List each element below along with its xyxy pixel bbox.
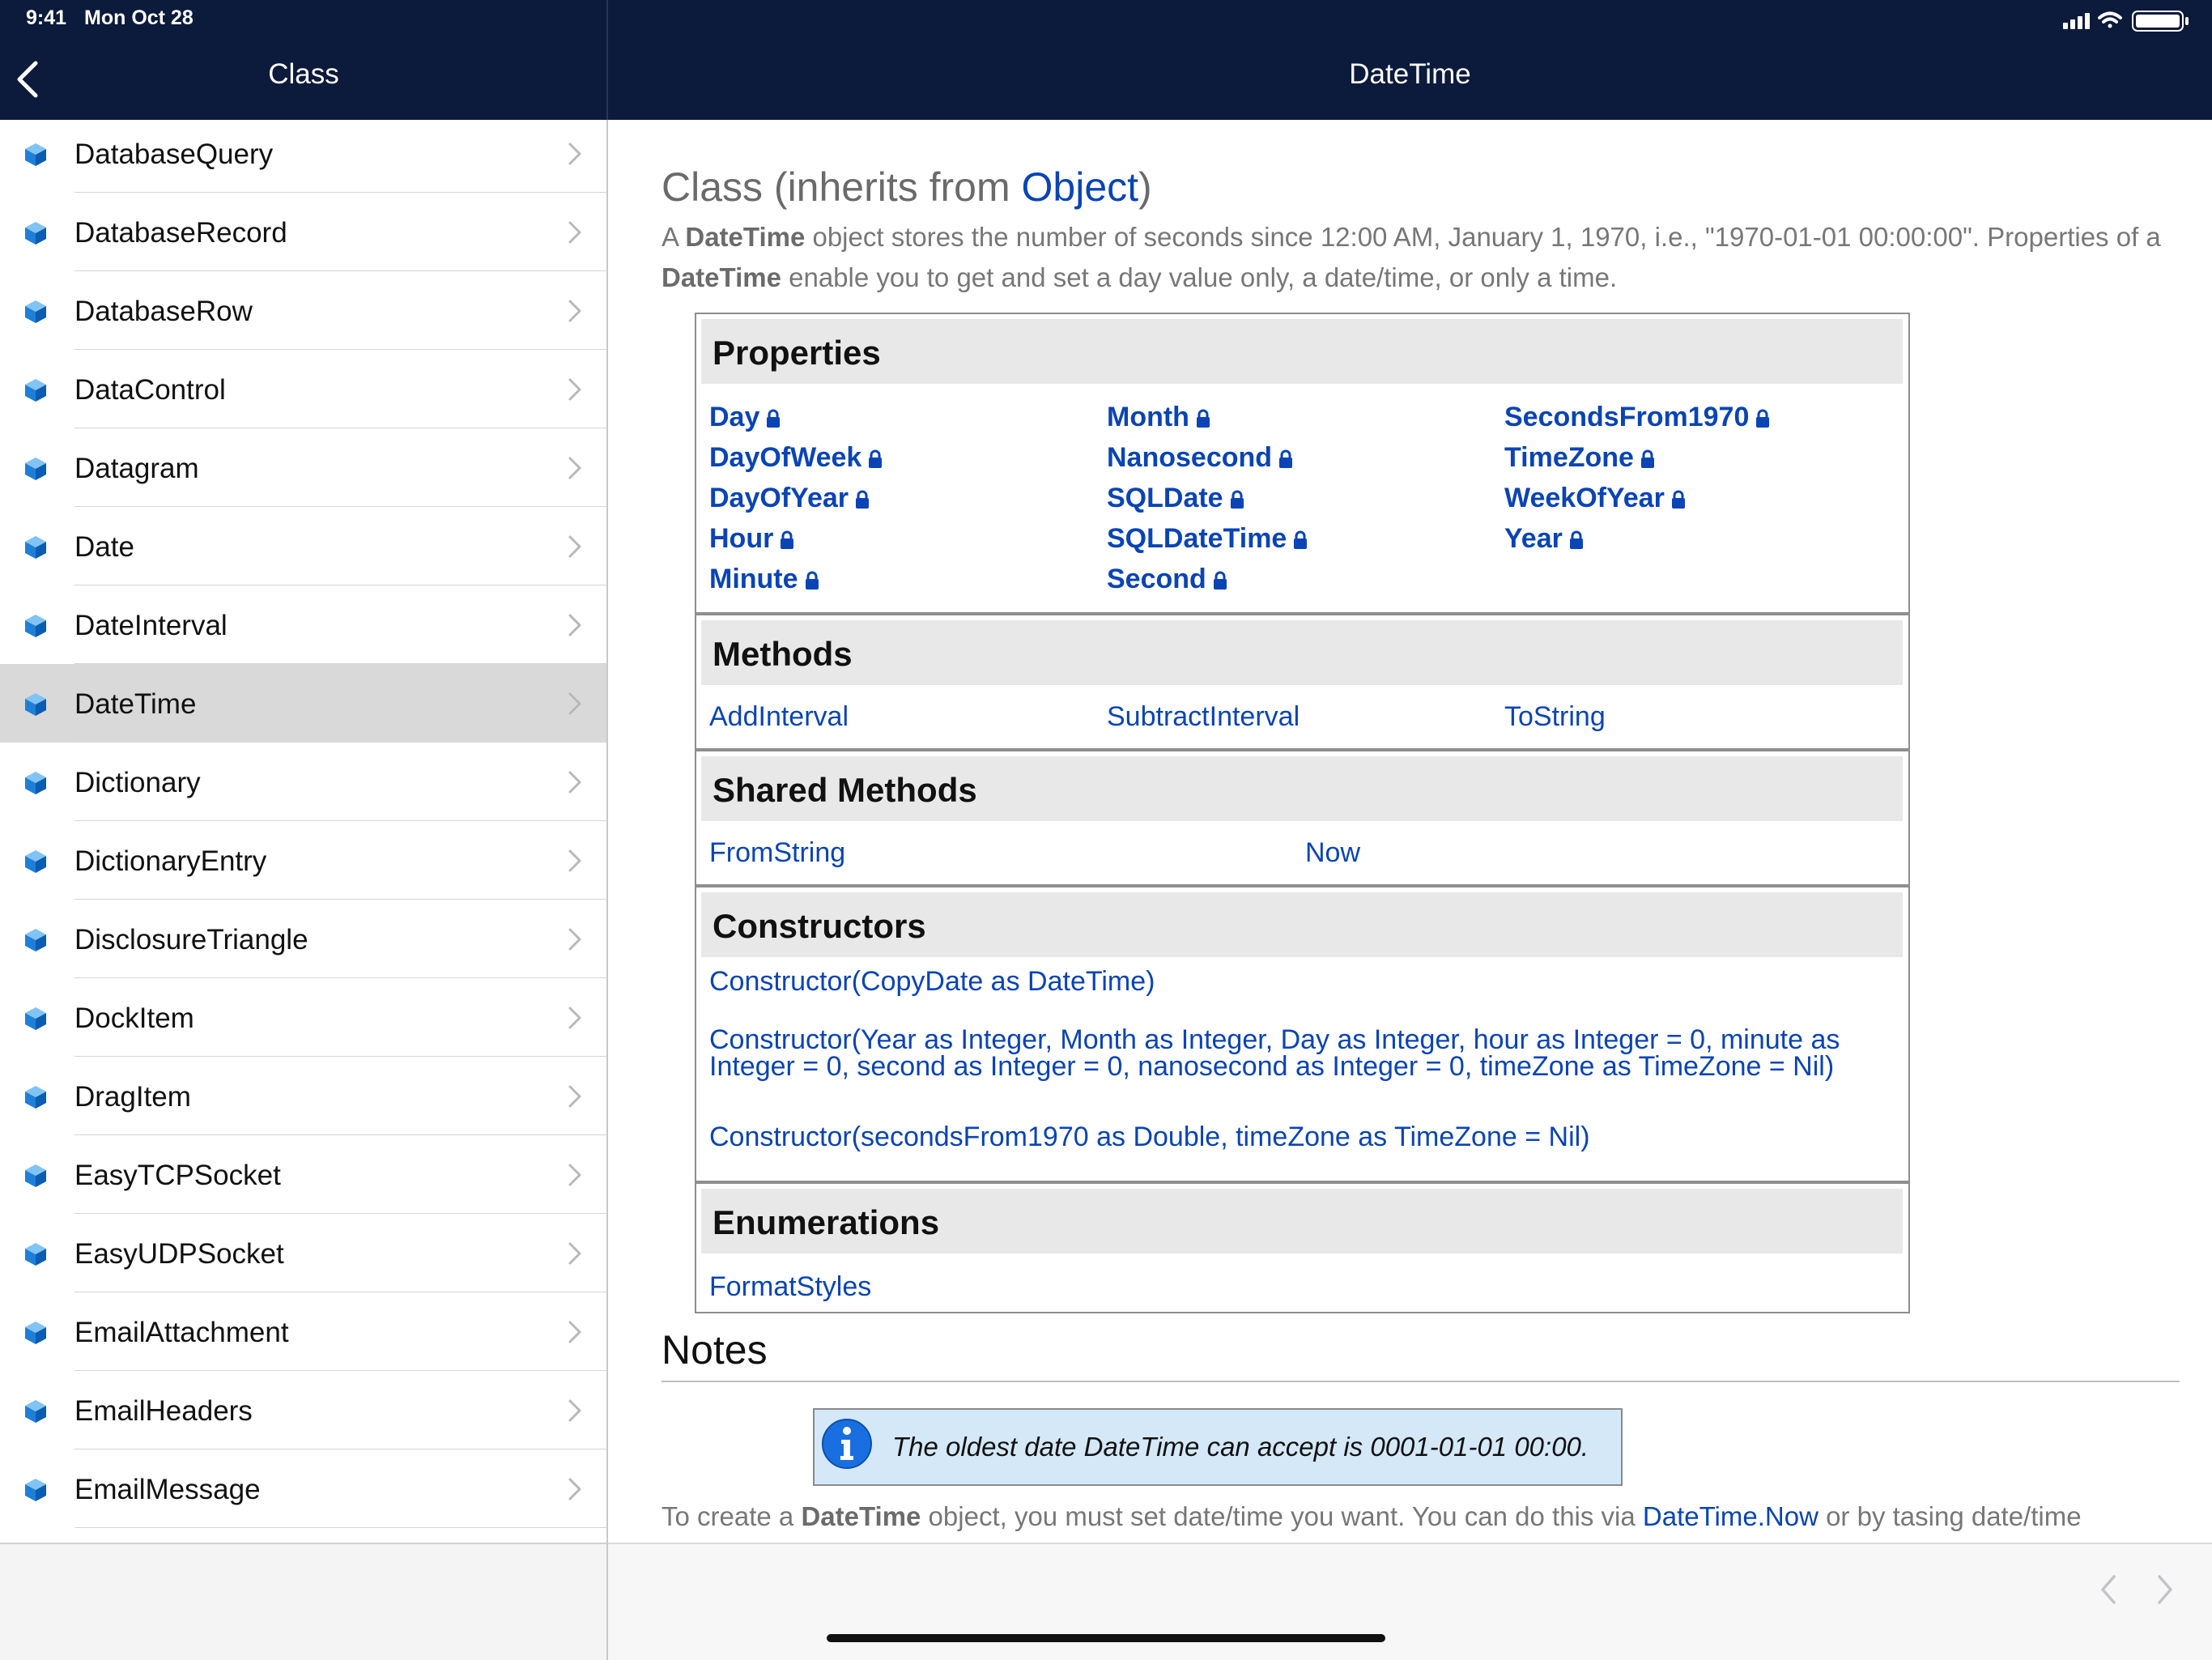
sidebar-item-label: DateTime: [74, 688, 197, 720]
intro-text: object stores the number of seconds since 12:00 AM, January 1, 1970, i.e., "1970-01-01 00:00:00". Properties of a: [805, 222, 2161, 252]
body-paragraph: [661, 1501, 2200, 1532]
sidebar-item[interactable]: [0, 821, 606, 900]
cube-icon: [23, 1241, 49, 1267]
chevron-right-icon: [568, 770, 582, 794]
heading-prefix: Class (inherits from: [661, 164, 1022, 210]
chevron-right-icon: [568, 1477, 582, 1501]
constructor-link[interactable]: Constructor(Year as Integer, Month as Integer, Day as Integer, hour as Integer = 0, minute as Integer = 0, second as Integer = 0, nanosecond as Integer = 0, timeZone as TimeZone = Nil): [709, 1024, 1840, 1082]
shared-method-link[interactable]: Now: [1305, 837, 1361, 868]
sidebar-item-label: DataControl: [74, 374, 226, 406]
lock-icon: [780, 530, 794, 550]
lock-icon: [1755, 409, 1770, 428]
methods-header: Methods: [701, 620, 1903, 685]
property-link[interactable]: Month: [1107, 402, 1210, 433]
lock-icon: [1569, 530, 1584, 550]
property-link[interactable]: TimeZone: [1504, 442, 1655, 474]
section-divider: [696, 884, 1908, 887]
sidebar-item[interactable]: [0, 900, 606, 978]
para-bold: DateTime: [801, 1501, 921, 1531]
property-link[interactable]: DayOfYear: [709, 483, 870, 514]
constructors-header: Constructors: [701, 892, 1903, 957]
sidebar-item[interactable]: [0, 271, 606, 350]
lock-icon: [1230, 490, 1244, 509]
intro-text: A: [661, 222, 686, 252]
chevron-right-icon: [568, 377, 582, 402]
lock-icon: [766, 409, 781, 428]
chevron-right-icon: [568, 220, 582, 245]
sidebar-item[interactable]: [0, 507, 606, 585]
chevron-right-icon: [568, 1320, 582, 1344]
cube-icon: [23, 613, 49, 639]
cube-icon: [23, 377, 49, 403]
section-divider: [696, 748, 1908, 751]
heading-suffix: ): [1138, 164, 1152, 210]
signal-icon: [2063, 13, 2090, 29]
document-content: [608, 120, 2212, 1543]
sidebar-item[interactable]: [0, 664, 606, 743]
sidebar-item-label: DisclosureTriangle: [74, 924, 308, 956]
chevron-right-icon: [568, 613, 582, 637]
chevron-right-icon: [568, 1241, 582, 1266]
row-separator: [74, 1527, 606, 1528]
notes-divider: [661, 1381, 2180, 1382]
sidebar-item-label: DatabaseRecord: [74, 217, 287, 249]
chevron-right-icon: [568, 1398, 582, 1423]
notes-heading: Notes: [661, 1327, 768, 1373]
property-link[interactable]: Day: [709, 402, 781, 433]
sidebar-item[interactable]: [0, 1135, 606, 1214]
object-link[interactable]: Object: [1021, 164, 1139, 210]
chevron-right-icon: [568, 927, 582, 951]
sidebar-item-label: DictionaryEntry: [74, 845, 267, 877]
lock-icon: [1196, 409, 1210, 428]
sidebar-item-label: Dictionary: [74, 767, 201, 798]
intro-text: enable you to get and set a day value only, a date/time, or only a time.: [781, 262, 1618, 292]
sidebar-item-label: DragItem: [74, 1081, 191, 1113]
shared-methods-header: Shared Methods: [701, 756, 1903, 821]
cube-icon: [23, 1163, 49, 1189]
chevron-right-icon: [568, 456, 582, 480]
class-heading: [661, 164, 1152, 211]
property-link[interactable]: Second: [1107, 564, 1227, 595]
sidebar-toolbar: [0, 1543, 608, 1660]
class-members-table: [695, 313, 1910, 1313]
sidebar-item-label: EmailMessage: [74, 1474, 261, 1505]
chevron-right-icon: [2159, 1577, 2171, 1603]
lock-icon: [805, 571, 819, 590]
cube-icon: [23, 299, 49, 325]
lock-icon: [855, 490, 870, 509]
sidebar-item[interactable]: [0, 120, 606, 193]
property-link[interactable]: Nanosecond: [1107, 442, 1293, 474]
info-icon: [821, 1418, 873, 1470]
method-link[interactable]: ToString: [1504, 701, 1606, 732]
lock-icon: [1293, 530, 1308, 550]
shared-method-link[interactable]: FromString: [709, 837, 846, 868]
lock-icon: [1213, 571, 1227, 590]
chevron-right-icon: [568, 1084, 582, 1109]
enumeration-link[interactable]: FormatStyles: [709, 1271, 872, 1302]
cube-icon: [23, 220, 49, 246]
sidebar-item[interactable]: [0, 1214, 606, 1292]
lock-icon: [868, 449, 883, 469]
property-link[interactable]: SecondsFrom1970: [1504, 402, 1770, 433]
property-link[interactable]: SQLDateTime: [1107, 523, 1308, 555]
property-link[interactable]: Hour: [709, 523, 794, 555]
constructor-link[interactable]: Constructor(CopyDate as DateTime): [709, 966, 1155, 997]
property-link[interactable]: SQLDate: [1107, 483, 1244, 514]
property-link[interactable]: Minute: [709, 564, 819, 595]
battery-icon: [2133, 11, 2189, 31]
sidebar-item-label: DatabaseQuery: [74, 138, 274, 170]
sidebar-item-label: DateInterval: [74, 610, 228, 641]
sidebar-item[interactable]: [0, 350, 606, 428]
sidebar-item[interactable]: [0, 193, 606, 271]
chevron-right-icon: [568, 299, 582, 323]
cube-icon: [23, 534, 49, 560]
status-time: 9:41: [26, 6, 67, 29]
cube-icon: [23, 1006, 49, 1032]
lock-icon: [1671, 490, 1686, 509]
properties-header: Properties: [701, 319, 1903, 384]
back-page-button[interactable]: [2095, 1572, 2124, 1607]
chevron-right-icon: [568, 692, 582, 716]
status-icons: [2063, 8, 2193, 32]
status-date: Mon Oct 28: [84, 6, 194, 29]
sidebar-item-label: EasyUDPSocket: [74, 1238, 284, 1270]
sidebar-item[interactable]: [0, 978, 606, 1057]
chevron-right-icon: [568, 1163, 582, 1187]
sidebar-item-label: DatabaseRow: [74, 296, 253, 327]
constructor-link[interactable]: Constructor(secondsFrom1970 as Double, timeZone as TimeZone = Nil): [709, 1122, 1590, 1152]
sidebar-item[interactable]: [0, 1371, 606, 1449]
sidebar-item[interactable]: [0, 1057, 606, 1135]
cube-icon: [23, 692, 49, 717]
sidebar-item-label: Datagram: [74, 453, 199, 484]
sidebar-item[interactable]: [0, 585, 606, 664]
chevron-right-icon: [568, 142, 582, 166]
lock-icon: [1640, 449, 1655, 469]
cube-icon: [23, 927, 49, 953]
lock-icon: [1278, 449, 1293, 469]
sidebar-item-label: DockItem: [74, 1002, 194, 1034]
navigation-bar: [0, 0, 2212, 120]
sidebar-item[interactable]: [0, 1292, 606, 1371]
chevron-left-icon: [2103, 1577, 2114, 1603]
page-title: DateTime: [1349, 58, 1471, 90]
cube-icon: [23, 1320, 49, 1346]
cube-icon: [23, 770, 49, 796]
cube-icon: [23, 849, 49, 875]
section-divider: [696, 1181, 1908, 1184]
enumerations-header: Enumerations: [701, 1189, 1903, 1254]
wifi-icon: [2099, 14, 2121, 28]
sidebar-item-label: Date: [74, 531, 134, 563]
intro-bold: DateTime: [685, 222, 806, 252]
sidebar-item[interactable]: [0, 428, 606, 507]
section-divider: [696, 612, 1908, 615]
cube-icon: [23, 1398, 49, 1424]
sidebar-item[interactable]: [0, 1449, 606, 1528]
note-text: The oldest date DateTime can accept is 0001-01-01 00:00.: [892, 1432, 1589, 1462]
para-text: object, you must set date/time you want. You can do this via: [921, 1501, 1643, 1531]
sidebar-item-label: EmailAttachment: [74, 1317, 289, 1348]
datetime-now-link[interactable]: DateTime.Now: [1642, 1501, 1819, 1531]
para-text: To create a: [661, 1501, 802, 1531]
chevron-right-icon: [568, 1006, 582, 1030]
method-link[interactable]: AddInterval: [709, 701, 849, 732]
class-list-sidebar: [0, 120, 608, 1543]
chevron-right-icon: [568, 534, 582, 559]
info-note: [813, 1408, 1623, 1486]
intro-bold: DateTime: [661, 262, 781, 292]
cube-icon: [23, 1477, 49, 1503]
intro-paragraph: [661, 217, 2184, 298]
sidebar-item[interactable]: [0, 743, 606, 821]
property-link[interactable]: DayOfWeek: [709, 442, 883, 474]
sidebar-title: Class: [268, 58, 339, 90]
para-text: or by tasing date/time: [1818, 1501, 2082, 1531]
chevron-right-icon: [568, 849, 582, 873]
home-indicator: [827, 1634, 1385, 1642]
cube-icon: [23, 456, 49, 482]
cube-icon: [23, 1084, 49, 1110]
sidebar-item-label: EmailHeaders: [74, 1395, 253, 1427]
content-toolbar: [608, 1543, 2212, 1660]
method-link[interactable]: SubtractInterval: [1107, 701, 1300, 732]
sidebar-item-label: EasyTCPSocket: [74, 1160, 281, 1191]
property-link[interactable]: Year: [1504, 523, 1584, 555]
property-link[interactable]: WeekOfYear: [1504, 483, 1686, 514]
cube-icon: [23, 142, 49, 168]
forward-page-button[interactable]: [2150, 1572, 2179, 1607]
